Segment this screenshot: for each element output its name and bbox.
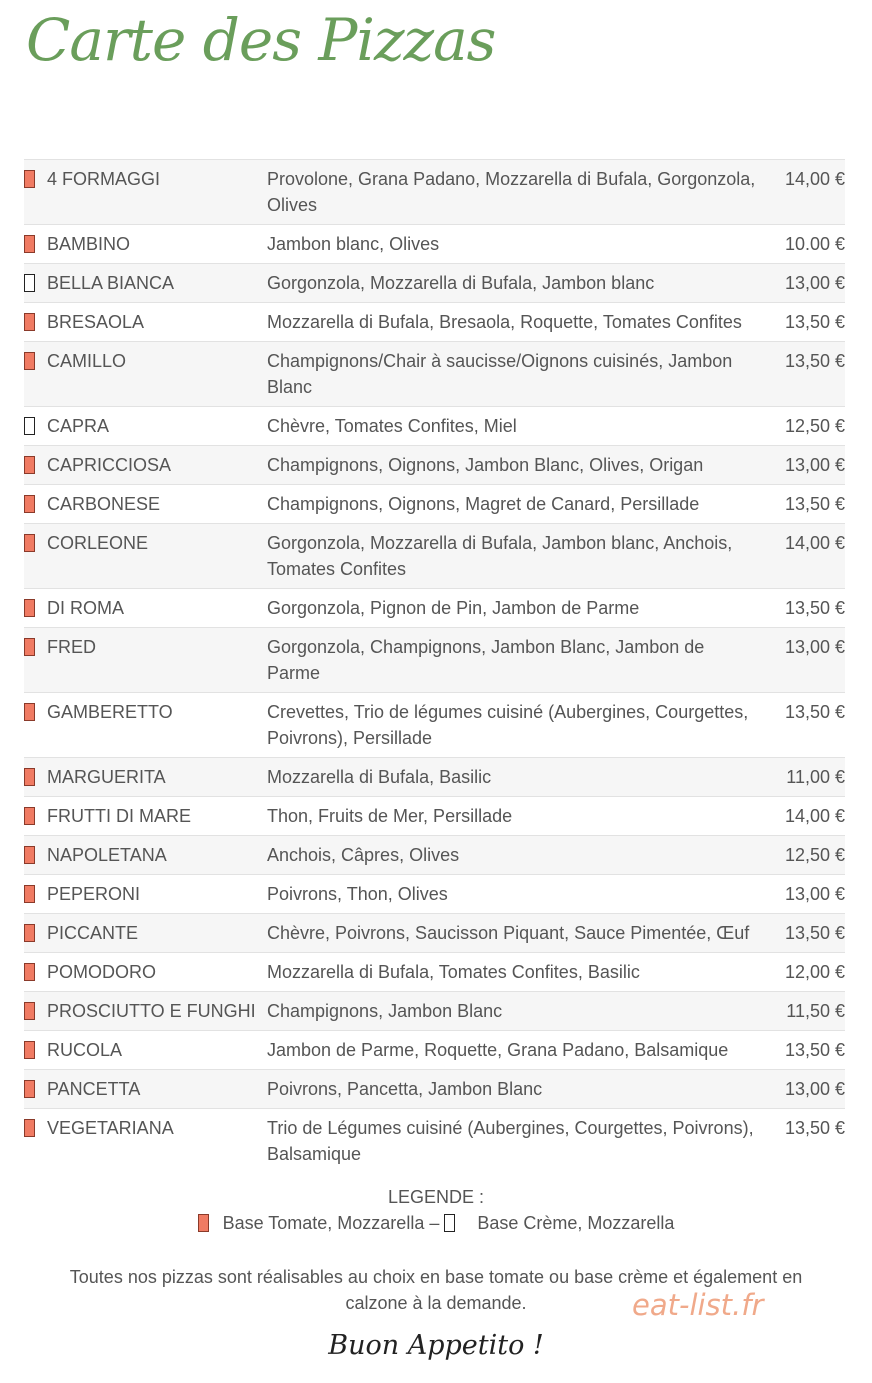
pizza-name: FRED xyxy=(47,637,96,657)
pizza-name: GAMBERETTO xyxy=(47,702,173,722)
cream-base-icon xyxy=(24,274,35,292)
pizza-name-cell xyxy=(24,264,267,303)
pizza-price: 13,00 € xyxy=(784,1079,845,1099)
pizza-price: 13,00 € xyxy=(784,455,845,475)
table-row xyxy=(24,446,845,485)
pizza-ingredients: Thon, Fruits de Mer, Persillade xyxy=(267,806,513,826)
footer-note: Toutes nos pizzas sont réalisables au choix en base tomate ou base crème et également en calzone à la demande. xyxy=(69,1267,803,1313)
pizza-price: 13,50 € xyxy=(784,598,845,618)
tomato-base-icon xyxy=(24,170,35,188)
watermark: eat-list.fr xyxy=(632,1288,764,1322)
table-row xyxy=(24,303,845,342)
table-row xyxy=(24,992,845,1031)
table-row xyxy=(24,589,845,628)
table-row xyxy=(24,797,845,836)
tomato-base-icon xyxy=(24,235,35,253)
table-row xyxy=(24,225,845,264)
pizza-ingredients: Trio de Légumes cuisiné (Aubergines, Courgettes, Poivrons), Balsamique xyxy=(267,1118,754,1164)
pizza-ingredients: Champignons, Oignons, Magret de Canard, Persillade xyxy=(267,494,700,514)
pizza-name: CAPRA xyxy=(47,416,110,436)
pizza-ingredients: Mozzarella di Bufala, Basilic xyxy=(267,767,492,787)
table-row xyxy=(24,342,845,407)
cream-base-swatch-icon xyxy=(444,1214,455,1232)
pizza-name: CAMILLO xyxy=(47,351,127,371)
table-row xyxy=(24,485,845,524)
legend-title: LEGENDE : xyxy=(387,1187,485,1207)
table-row xyxy=(24,693,845,758)
tomato-base-icon xyxy=(24,924,35,942)
tomato-base-icon xyxy=(24,599,35,617)
table-row xyxy=(24,407,845,446)
pizza-ingredients: Poivrons, Thon, Olives xyxy=(267,884,448,904)
pizza-price: 12,00 € xyxy=(784,962,845,982)
table-row xyxy=(24,875,845,914)
pizza-name: FRUTTI DI MARE xyxy=(47,806,191,826)
pizza-name: BELLA BIANCA xyxy=(47,273,175,293)
legend-tomate-label: Base Tomate, Mozzarella – xyxy=(222,1213,440,1233)
tomato-base-icon xyxy=(24,846,35,864)
pizza-name: PEPERONI xyxy=(47,884,141,904)
pizza-name-cell xyxy=(24,797,267,836)
pizza-price: 12,50 € xyxy=(784,845,845,865)
tomato-base-swatch-icon xyxy=(198,1214,209,1232)
pizza-name-cell xyxy=(24,1031,267,1070)
pizza-name-cell xyxy=(24,628,267,693)
pizza-ingredients: Gorgonzola, Mozzarella di Bufala, Jambon blanc xyxy=(267,273,655,293)
pizza-name-cell xyxy=(24,589,267,628)
tomato-base-icon xyxy=(24,1080,35,1098)
pizza-name-cell xyxy=(24,758,267,797)
page-title: Carte des Pizzas xyxy=(26,6,496,74)
pizza-name-cell xyxy=(24,303,267,342)
pizza-name: VEGETARIANA xyxy=(47,1118,174,1138)
tomato-base-icon xyxy=(24,963,35,981)
pizza-price: 14,00 € xyxy=(784,169,845,189)
tomato-base-icon xyxy=(24,1119,35,1137)
pizza-name: BRESAOLA xyxy=(47,312,145,332)
pizza-ingredients: Mozzarella di Bufala, Bresaola, Roquette, Tomates Confites xyxy=(267,312,742,332)
pizza-ingredients: Champignons/Chair à saucisse/Oignons cuisinés, Jambon Blanc xyxy=(267,351,733,397)
pizza-price: 13,50 € xyxy=(784,923,845,943)
pizza-ingredients: Gorgonzola, Pignon de Pin, Jambon de Parme xyxy=(267,598,640,618)
pizza-ingredients: Gorgonzola, Champignons, Jambon Blanc, Jambon de Parme xyxy=(267,637,705,683)
pizza-name: CARBONESE xyxy=(47,494,161,514)
pizza-ingredients: Anchois, Câpres, Olives xyxy=(267,845,460,865)
tomato-base-icon xyxy=(24,534,35,552)
pizza-name: DI ROMA xyxy=(47,598,125,618)
pizza-name-cell xyxy=(24,1109,267,1174)
table-row xyxy=(24,628,845,693)
pizza-menu-table xyxy=(24,159,845,1173)
pizza-name-cell xyxy=(24,953,267,992)
pizza-name: POMODORO xyxy=(47,962,157,982)
pizza-price: 11,50 € xyxy=(786,1001,845,1021)
pizza-price: 14,00 € xyxy=(784,806,845,826)
legend-creme-label: Base Crème, Mozzarella xyxy=(477,1213,675,1233)
pizza-price: 10.00 € xyxy=(784,234,845,254)
signature: Buon Appetito ! xyxy=(328,1330,544,1361)
pizza-ingredients: Gorgonzola, Mozzarella di Bufala, Jambon blanc, Anchois, Tomates Confites xyxy=(267,533,733,579)
tomato-base-icon xyxy=(24,703,35,721)
pizza-ingredients: Jambon de Parme, Roquette, Grana Padano, Balsamique xyxy=(267,1040,729,1060)
pizza-ingredients: Poivrons, Pancetta, Jambon Blanc xyxy=(267,1079,543,1099)
pizza-name: PANCETTA xyxy=(47,1079,141,1099)
pizza-name-cell xyxy=(24,160,267,225)
pizza-name: 4 FORMAGGI xyxy=(47,169,161,189)
pizza-ingredients: Champignons, Jambon Blanc xyxy=(267,1001,503,1021)
pizza-ingredients: Crevettes, Trio de légumes cuisiné (Aubergines, Courgettes, Poivrons), Persillade xyxy=(267,702,749,748)
pizza-name: PROSCIUTTO E FUNGHI xyxy=(47,1001,256,1021)
pizza-price: 14,00 € xyxy=(784,533,845,553)
pizza-name-cell xyxy=(24,914,267,953)
table-row xyxy=(24,836,845,875)
pizza-price: 13,50 € xyxy=(784,702,845,722)
tomato-base-icon xyxy=(24,352,35,370)
pizza-price: 13,50 € xyxy=(784,1118,845,1138)
pizza-price: 12,50 € xyxy=(784,416,845,436)
pizza-name: BAMBINO xyxy=(47,234,131,254)
pizza-name-cell xyxy=(24,693,267,758)
pizza-ingredients: Provolone, Grana Padano, Mozzarella di Bufala, Gorgonzola, Olives xyxy=(267,169,756,215)
pizza-price: 13,00 € xyxy=(784,637,845,657)
pizza-name: NAPOLETANA xyxy=(47,845,167,865)
pizza-ingredients: Jambon blanc, Olives xyxy=(267,234,440,254)
pizza-name: CORLEONE xyxy=(47,533,149,553)
tomato-base-icon xyxy=(24,495,35,513)
tomato-base-icon xyxy=(24,456,35,474)
tomato-base-icon xyxy=(24,885,35,903)
tomato-base-icon xyxy=(24,807,35,825)
pizza-ingredients: Chèvre, Tomates Confites, Miel xyxy=(267,416,517,436)
pizza-price: 13,00 € xyxy=(784,884,845,904)
table-row xyxy=(24,953,845,992)
pizza-name-cell xyxy=(24,875,267,914)
pizza-name-cell xyxy=(24,342,267,407)
table-row xyxy=(24,1070,845,1109)
tomato-base-icon xyxy=(24,1002,35,1020)
tomato-base-icon xyxy=(24,1041,35,1059)
tomato-base-icon xyxy=(24,313,35,331)
pizza-price: 13,50 € xyxy=(784,312,845,332)
pizza-price: 13,50 € xyxy=(784,1040,845,1060)
pizza-name: MARGUERITA xyxy=(47,767,166,787)
pizza-name-cell xyxy=(24,407,267,446)
pizza-ingredients: Mozzarella di Bufala, Tomates Confites, Basilic xyxy=(267,962,640,982)
table-row xyxy=(24,524,845,589)
tomato-base-icon xyxy=(24,638,35,656)
pizza-name-cell xyxy=(24,446,267,485)
pizza-price: 13,00 € xyxy=(784,273,845,293)
pizza-name: RUCOLA xyxy=(47,1040,123,1060)
pizza-price: 13,50 € xyxy=(784,494,845,514)
cream-base-icon xyxy=(24,417,35,435)
pizza-name-cell xyxy=(24,836,267,875)
pizza-price: 13,50 € xyxy=(784,351,845,371)
pizza-name: CAPRICCIOSA xyxy=(47,455,172,475)
table-row xyxy=(24,1031,845,1070)
pizza-name-cell xyxy=(24,225,267,264)
pizza-name-cell xyxy=(24,992,267,1031)
pizza-ingredients: Champignons, Oignons, Jambon Blanc, Olives, Origan xyxy=(267,455,704,475)
pizza-name: PICCANTE xyxy=(47,923,139,943)
table-row xyxy=(24,1109,845,1174)
table-row xyxy=(24,264,845,303)
table-row xyxy=(24,914,845,953)
pizza-name-cell xyxy=(24,524,267,589)
pizza-ingredients: Chèvre, Poivrons, Saucisson Piquant, Sauce Pimentée, Œuf xyxy=(267,923,750,943)
pizza-name-cell xyxy=(24,1070,267,1109)
pizza-price: 11,00 € xyxy=(786,767,845,787)
pizza-name-cell xyxy=(24,485,267,524)
table-row xyxy=(24,160,845,225)
tomato-base-icon xyxy=(24,768,35,786)
table-row xyxy=(24,758,845,797)
legend-line xyxy=(0,1213,872,1234)
